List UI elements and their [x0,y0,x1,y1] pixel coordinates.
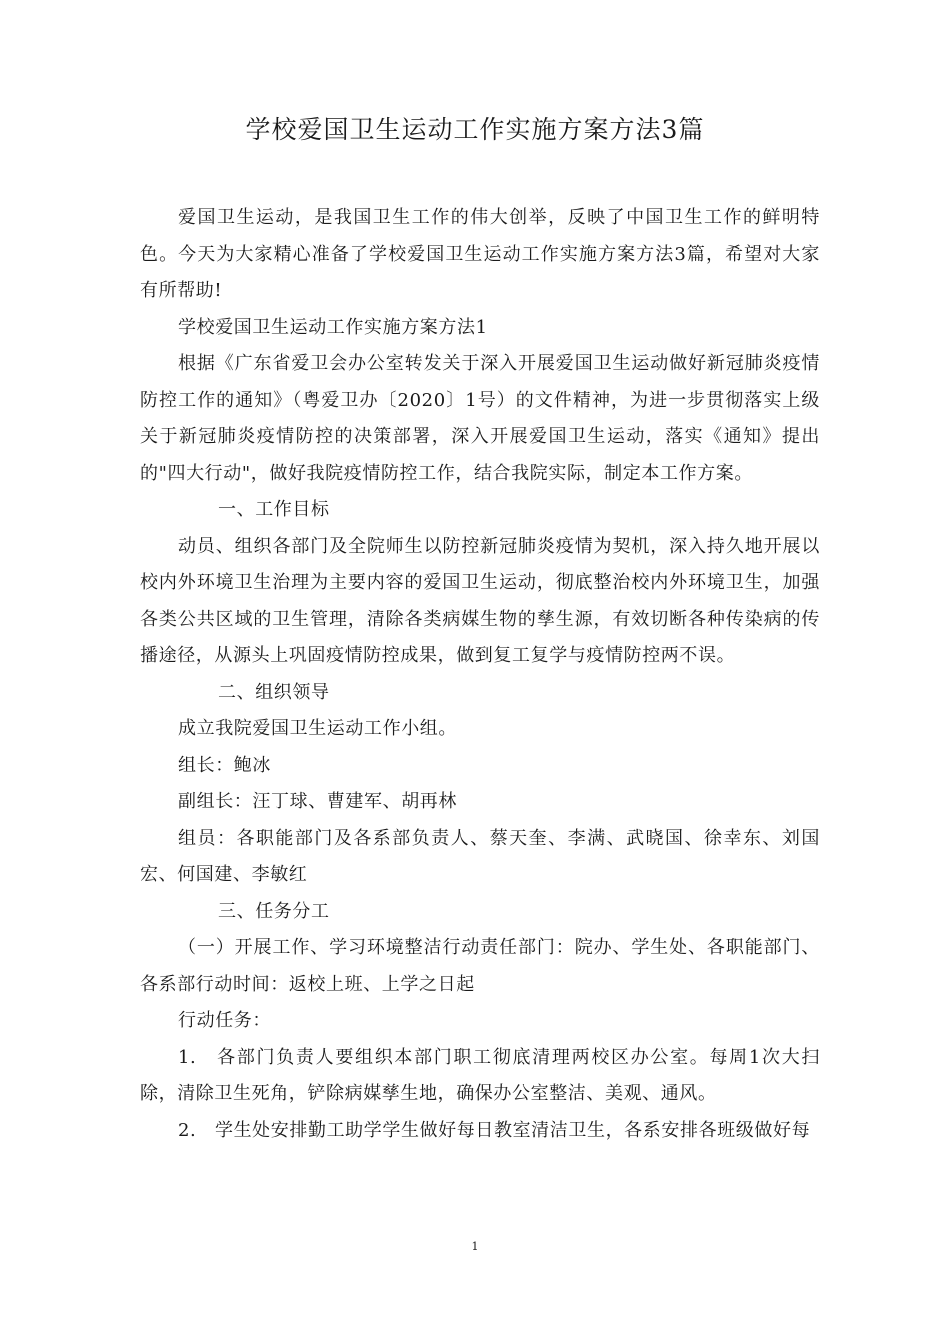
list-item-1: 1. 各部门负责人要组织本部门职工彻底清理两校区办公室。每周1次大扫除，清除卫生死角，铲除病媒孳生地，确保办公室整洁、美观、通风。 [140,1046,820,1104]
paragraph-task-1: （一）开展工作、学习环境整洁行动责任部门：院办、学生处、各职能部门、各系部行动时间：返校上班、上学之日起 [140,937,820,995]
document-title: 学校爱国卫生运动工作实施方案方法3篇 [245,115,705,144]
paragraph-action-tasks: 行动任务： [178,1010,271,1031]
page-number: 1 [471,1240,479,1253]
section-heading-plan-1: 学校爱国卫生运动工作实施方案方法1 [178,316,488,338]
heading-organization: 二、组织领导 [218,681,330,703]
paragraph-members: 组员：各职能部门及各系部负责人、蔡天奎、李满、武晓国、徐幸东、刘国宏、何国建、李敏红 [140,827,820,885]
paragraph-goal: 动员、组织各部门及全院师生以防控新冠肺炎疫情为契机，深入持久地开展以校内外环境卫生治理为主要内容的爱国卫生运动，彻底整治校内外环境卫生，加强各类公共区域的卫生管理，清除各类病媒生物的孳生源，有效切断各种传染病的传播途径，从源头上巩固疫情防控成果，做到复工复学与疫情防控两不误。 [140,535,820,666]
heading-tasks: 三、任务分工 [218,900,330,922]
paragraph-leader: 组长：鲍冰 [178,754,271,776]
paragraph-group: 成立我院爱国卫生运动工作小组。 [178,718,457,739]
document-body [140,200,820,1149]
paragraph-deputy: 副组长：汪丁球、曹建军、胡再林 [178,791,457,812]
paragraph-basis: 根据《广东省爱卫会办公室转发关于深入开展爱国卫生运动做好新冠肺炎疫情防控工作的通知》（粤爱卫办〔2020〕1号）的文件精神，为进一步贯彻落实上级关于新冠肺炎疫情防控的决策部署，深入开展爱国卫生运动，落实《通知》提出的"四大行动"，做好我院疫情防控工作，结合我院实际，制定本工作方案。 [140,353,820,484]
intro-paragraph: 爱国卫生运动，是我国卫生工作的伟大创举，反映了中国卫生工作的鲜明特色。今天为大家精心准备了学校爱国卫生运动工作实施方案方法3篇，希望对大家有所帮助! [140,207,820,301]
list-item-2: 2. 学生处安排勤工助学学生做好每日教室清洁卫生，各系安排各班级做好每 [178,1119,811,1141]
heading-work-goal: 一、工作目标 [218,499,330,520]
